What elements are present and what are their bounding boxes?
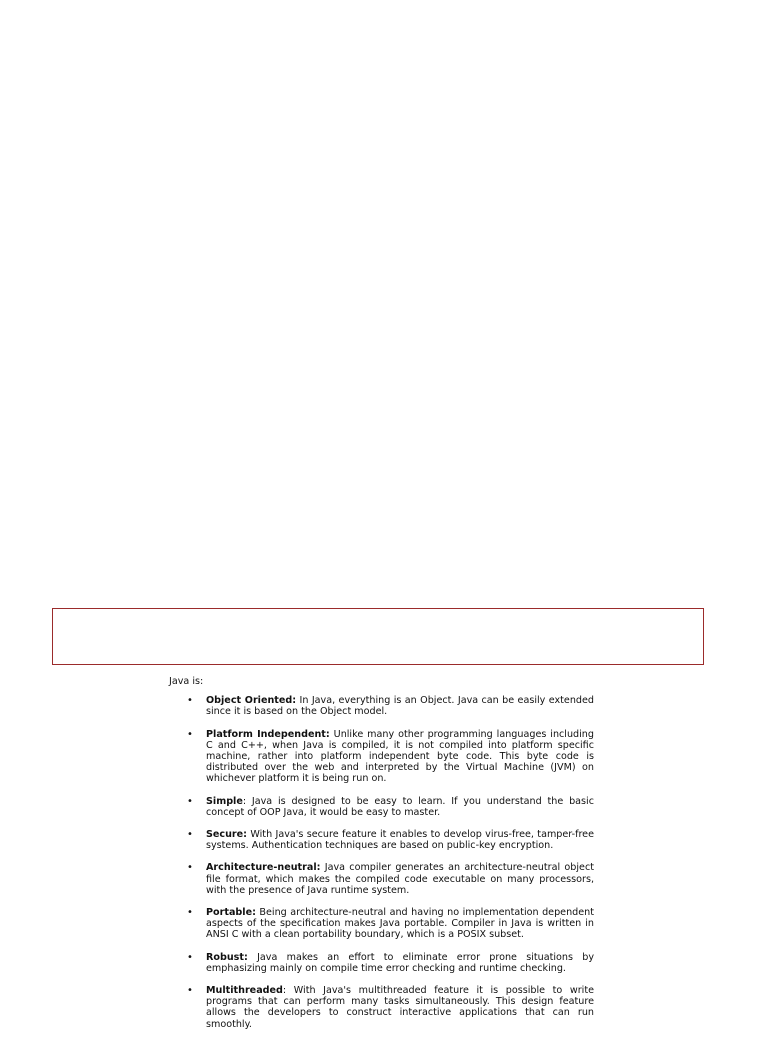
- feature-term: Multithreaded: [206, 985, 283, 997]
- list-item: [169, 985, 594, 1030]
- list-item: [169, 829, 594, 851]
- feature-description: Unlike many other programming languages including C and C++, when Java is compiled, it is not compiled into platform specific machine, rather into platform independent byte code. This byte code is distributed over the web and interpreted by the Virtual Machine (JVM) on whichever platform it is being run on.: [206, 728, 594, 785]
- feature-term: Secure:: [206, 829, 248, 841]
- feature-term: Platform Independent:: [206, 728, 330, 740]
- bullet-icon: •: [187, 862, 193, 874]
- feature-description: : Java is designed to be easy to learn. If you understand the basic concept of OOP Java, it would be easy to master.: [206, 795, 594, 818]
- bullet-icon: •: [187, 695, 193, 707]
- list-item: [169, 796, 594, 818]
- intro-text: Java is:: [169, 676, 204, 687]
- feature-description: Java makes an effort to eliminate error prone situations by emphasizing mainly on compile time error checking and runtime checking.: [206, 951, 594, 974]
- feature-description: : With Java's multithreaded feature it is possible to write programs that can perform many tasks simultaneously. This design feature allows the developers to construct interactive applications that can run smoothly.: [206, 985, 594, 1030]
- feature-term: Robust:: [206, 951, 248, 963]
- feature-list: [169, 695, 594, 1030]
- bullet-icon: •: [187, 728, 193, 740]
- list-item: [169, 695, 594, 717]
- list-item: [169, 952, 594, 974]
- feature-term: Simple: [206, 795, 243, 807]
- bullet-icon: •: [187, 907, 193, 919]
- feature-term: Portable:: [206, 907, 256, 919]
- empty-bordered-box: [52, 608, 704, 665]
- bullet-icon: •: [187, 985, 193, 997]
- feature-term: Object Oriented:: [206, 695, 297, 707]
- list-item: [169, 729, 594, 785]
- feature-description: With Java's secure feature it enables to develop virus-free, tamper-free systems. Authentication techniques are based on public-key encryption.: [206, 829, 594, 852]
- feature-description: In Java, everything is an Object. Java can be easily extended since it is based on the Object model.: [206, 695, 594, 718]
- feature-description: Java compiler generates an architecture-neutral object file format, which makes the compiled code executable on many processors, with the presence of Java runtime system.: [206, 862, 594, 896]
- bullet-icon: •: [187, 951, 193, 963]
- list-item: [169, 907, 594, 941]
- bullet-icon: •: [187, 829, 193, 841]
- feature-term: Architecture-neutral:: [206, 862, 321, 874]
- list-item: [169, 862, 594, 896]
- document-content: [169, 676, 594, 1041]
- feature-description: Being architecture-neutral and having no implementation dependent aspects of the specification makes Java portable. Compiler in Java is written in ANSI C with a clean portability boundary, which is a POSIX subset.: [206, 907, 594, 941]
- bullet-icon: •: [187, 795, 193, 807]
